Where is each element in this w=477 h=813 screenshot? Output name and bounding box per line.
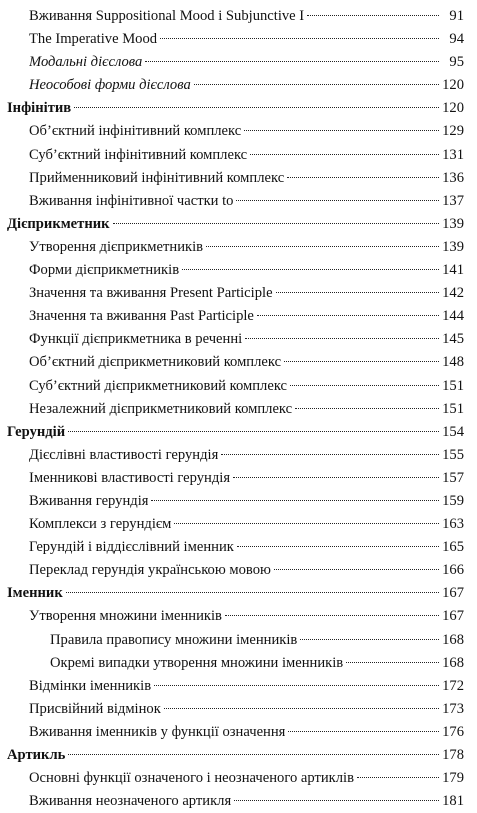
toc-entry-title: Іменникові властивості герундія [29,469,231,486]
toc-entry-row [0,536,477,559]
dot-leader [151,500,439,501]
toc-section-title: Дієприкметник [7,215,110,232]
toc-entry-row [0,629,477,652]
toc-entry-line [29,698,464,721]
toc-page-number: 168 [442,631,464,648]
toc-entry-line [29,790,464,813]
toc-entry-line [29,605,464,628]
toc-entry-line [29,467,464,490]
dot-leader [250,154,439,155]
toc-page-number: 168 [442,654,464,671]
dot-leader [290,385,439,386]
toc-entry-title: The Imperative Mood [29,31,158,48]
toc-entry-title: Дієслівні властивості герундія [29,446,219,463]
toc-page-number: 167 [442,585,464,602]
dot-leader [160,38,439,39]
toc-entry-line [29,282,464,305]
toc-entry-row [0,236,477,259]
toc-entry-row [0,721,477,744]
dot-leader [68,431,439,432]
toc-entry-title: Значення та вживання Present Participle [29,285,273,302]
toc-entry-row [0,467,477,490]
dot-leader [182,269,439,270]
toc-entry-title: Переклад герундія українською мовою [29,562,271,579]
toc-entry-line [29,398,464,421]
toc-entry-line [29,513,464,536]
dot-leader [288,731,439,732]
dot-leader [307,15,439,16]
toc-entry-row [0,675,477,698]
toc-entry-title: Функції дієприкметника в реченні [29,331,243,348]
toc-entry-title: Вживання іменників у функції означення [29,723,286,740]
toc-entry-row [0,351,477,374]
toc-entry-title: Модальні дієслова [29,54,143,71]
toc-page-number: 167 [442,608,464,625]
toc-entry-line [29,559,464,582]
toc-entry-line [29,375,464,398]
toc-page-number: 136 [442,169,464,186]
toc-section-row [0,744,477,767]
toc-section-title: Інфінітив [7,100,72,117]
toc-entry-row [0,74,477,97]
toc-page-number: 131 [442,146,464,163]
dot-leader [295,408,439,409]
toc-entry-line [29,536,464,559]
toc-entry-line [29,190,464,213]
toc-entry-row [0,51,477,74]
dot-leader [300,639,439,640]
dot-leader [276,292,439,293]
toc-entry-line [50,652,464,675]
toc-section-row [0,97,477,120]
toc-entry-title: Вживання герундія [29,492,149,509]
toc-entry-line [7,582,464,605]
toc-entry-row [0,698,477,721]
toc-entry-line [29,444,464,467]
toc-entry-title: Комплекси з герундієм [29,516,172,533]
toc-entry-title: Основні функції означеного і неозначеного артиклів [29,770,354,787]
toc-entry-line [29,167,464,190]
dot-leader [236,200,439,201]
toc-entry-row [0,144,477,167]
toc-entry-row [0,5,477,28]
toc-entry-row [0,120,477,143]
toc-entry-title: Неособові форми дієслова [29,77,191,94]
toc-entry-row [0,375,477,398]
table-of-contents [0,5,477,813]
toc-section-row [0,421,477,444]
dot-leader [257,315,439,316]
toc-entry-title: Вживання інфінітивної частки to [29,192,234,209]
toc-entry-row [0,190,477,213]
toc-page-number: 139 [442,238,464,255]
toc-page-number: 178 [442,747,464,763]
toc-entry-line [29,120,464,143]
dot-leader [164,708,439,709]
toc-page-number: 129 [442,123,464,140]
toc-entry-row [0,282,477,305]
toc-entry-line [29,305,464,328]
toc-entry-line [29,675,464,698]
toc-entry-line [29,74,464,97]
toc-entry-title: Форми дієприкметників [29,262,180,279]
dot-leader [174,523,439,524]
toc-page-number: 120 [442,100,464,117]
toc-entry-line [29,490,464,513]
toc-entry-line [29,51,464,74]
toc-entry-title: Значення та вживання Past Participle [29,308,254,325]
toc-entry-title: Присвійний відмінок [29,700,161,717]
toc-entry-line [7,97,464,120]
toc-page-number: 151 [442,400,464,417]
toc-page-number: 148 [442,354,464,371]
toc-entry-title: Об’єктний дієприкметниковий комплекс [29,354,282,371]
toc-page-number: 94 [449,31,464,48]
toc-entry-line [29,144,464,167]
toc-entry-title: Прийменниковий інфінітивний комплекс [29,169,285,186]
toc-entry-title: Правила правопису множини іменників [50,631,298,648]
toc-entry-line [7,744,464,767]
dot-leader [284,361,439,362]
toc-entry-title: Об’єктний інфінітивний комплекс [29,123,242,140]
toc-entry-line [29,5,464,28]
toc-page-number: 176 [442,723,464,740]
toc-page-number: 155 [442,446,464,463]
toc-entry-row [0,305,477,328]
toc-entry-title: Вживання Suppositional Mood і Subjunctive I [29,8,305,24]
toc-section-title: Герундій [7,423,66,440]
toc-page-number: 173 [442,700,464,717]
dot-leader [234,800,439,801]
toc-entry-row [0,328,477,351]
dot-leader [346,662,439,663]
toc-entry-line [29,259,464,282]
toc-entry-row [0,259,477,282]
toc-entry-line [7,421,464,444]
toc-page-number: 163 [442,516,464,533]
toc-entry-title: Відмінки іменників [29,677,152,694]
toc-page-number: 144 [442,308,464,325]
dot-leader [113,223,439,224]
toc-section-row [0,582,477,605]
dot-leader [154,685,439,686]
toc-entry-line [7,213,464,236]
toc-entry-title: Герундій і віддієслівний іменник [29,539,234,556]
toc-entry-line [29,328,464,351]
dot-leader [245,338,439,339]
dot-leader [206,246,439,247]
toc-page-number: 166 [442,562,464,579]
toc-entry-title: Вживання неозначеного артикля [29,793,232,810]
toc-page-number: 154 [442,423,464,440]
toc-entry-title: Утворення дієприкметників [29,238,204,255]
toc-entry-line [50,629,464,652]
dot-leader [145,61,439,62]
toc-section-title: Артикль [7,747,66,763]
dot-leader [221,454,439,455]
toc-entry-title: Суб’єктний інфінітивний комплекс [29,146,248,163]
dot-leader [194,84,439,85]
toc-entry-title: Суб’єктний дієприкметниковий комплекс [29,377,288,394]
toc-page-number: 142 [442,285,464,302]
toc-page-number: 159 [442,492,464,509]
toc-entry-row [0,790,477,813]
toc-entry-line [29,28,464,51]
toc-entry-title: Окремі випадки утворення множини іменників [50,654,344,671]
toc-entry-row [0,652,477,675]
toc-page-number: 179 [442,770,464,787]
dot-leader [237,546,439,547]
toc-entry-row [0,490,477,513]
toc-page-number: 181 [442,793,464,810]
toc-entry-row [0,605,477,628]
toc-page-number: 151 [442,377,464,394]
toc-section-row [0,213,477,236]
toc-entry-row [0,28,477,51]
toc-entry-row [0,559,477,582]
toc-page-number: 145 [442,331,464,348]
toc-entry-line [29,721,464,744]
toc-section-title: Іменник [7,585,63,602]
toc-entry-row [0,513,477,536]
dot-leader [287,177,439,178]
toc-entry-title: Утворення множини іменників [29,608,222,625]
toc-page-number: 172 [442,677,464,694]
toc-entry-row [0,767,477,790]
toc-page-number: 157 [442,469,464,486]
dot-leader [274,569,439,570]
toc-page-number: 141 [442,262,464,279]
toc-entry-row [0,444,477,467]
toc-entry-line [29,236,464,259]
toc-entry-title: Незалежний дієприкметниковий комплекс [29,400,293,417]
toc-entry-line [29,351,464,374]
toc-page-number: 165 [442,539,464,556]
toc-page-number: 91 [449,8,464,24]
toc-entry-row [0,167,477,190]
dot-leader [225,615,439,616]
dot-leader [244,130,439,131]
dot-leader [66,592,439,593]
toc-page-number: 137 [442,192,464,209]
toc-page-number: 120 [442,77,464,94]
dot-leader [68,754,439,755]
dot-leader [233,477,439,478]
dot-leader [357,777,439,778]
toc-page-number: 95 [449,54,464,71]
toc-entry-line [29,767,464,790]
toc-entry-row [0,398,477,421]
toc-page-number: 139 [442,215,464,232]
dot-leader [74,107,439,108]
